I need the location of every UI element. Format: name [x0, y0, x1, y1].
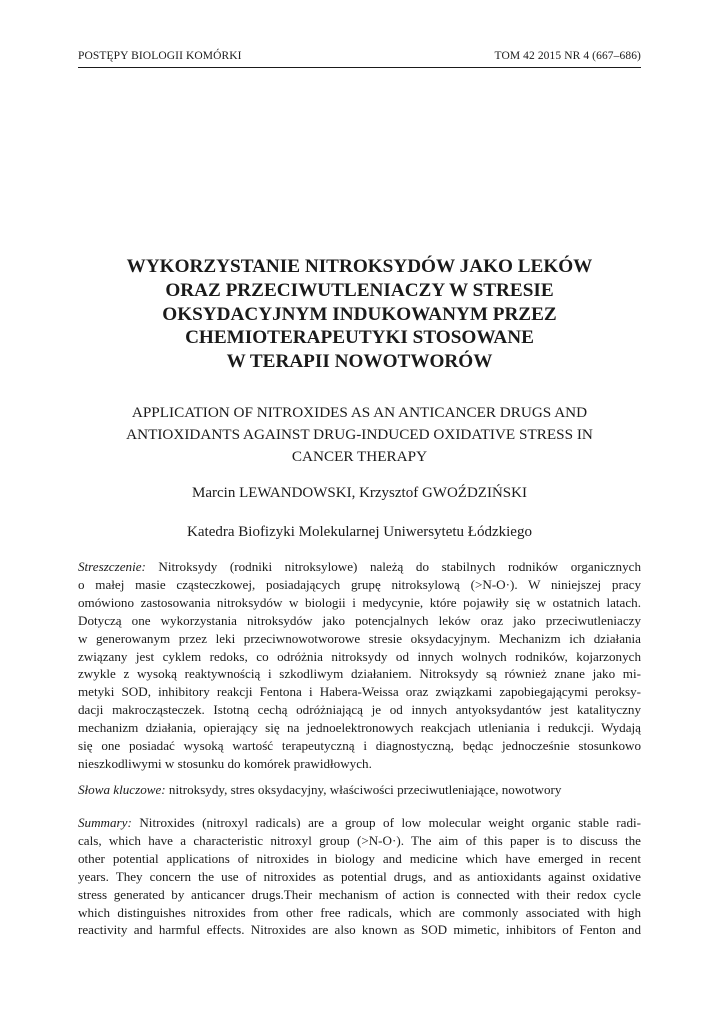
abstract-line: mechanizm działania, opierający się na jednoelektronowych reakcjach utleniania i redukcji. Wydają: [78, 720, 641, 736]
title-polish: [78, 255, 641, 374]
title-polish-line: WYKORZYSTANIE NITROKSYDÓW JAKO LEKÓW: [126, 256, 593, 277]
summary-line: other potential applications of nitroxides in biology and medicine which have emerged in recent: [78, 850, 641, 866]
abstract-line: związany jest cyklem redoks, co odróżnia nitroksydy od innych wolnych rodników, kojarzonych: [78, 648, 641, 664]
abstract-line: się one posiadać wysoką wartość terapeutyczną i diagnostyczną, będąc jednocześnie stosunkowo: [78, 738, 641, 754]
abstract-line: o małej masie cząsteczkowej, posiadających grupę nitroksylową (>N-O·). W niniejszej pracy: [78, 576, 641, 592]
title-polish-line: CHEMIOTERAPEUTYKI STOSOWANE: [185, 327, 534, 349]
authors: Marcin LEWANDOWSKI, Krzysztof GWOŹDZIŃSKI: [192, 485, 527, 501]
summary-line: stress generated by anticancer drugs.Their mechanism of action is connected with their redox cycle: [78, 886, 641, 902]
abstract-line: w generowanym przez leki przeciwnowotworowe stresie oksydacyjnym. Mechanizm ich działania: [78, 630, 641, 646]
summary-line: reactivity and harmful effects. Nitroxides are also known as SOD mimetic, inhibitors of Fenton and: [78, 922, 641, 938]
abstract-english: [78, 814, 641, 939]
summary-label: Summary:: [78, 815, 132, 830]
abstract-line: Dotyczą one wykorzystania nitroksydów jako potencjalnych leków oraz jako przeciwutleniaczy: [78, 612, 641, 628]
keywords: [78, 781, 641, 799]
keywords-text: nitroksydy, stres oksydacyjny, właściwości przeciwutleniające, nowotwory: [165, 782, 562, 797]
summary-line: Summary: Nitroxides (nitroxyl radicals) are a group of low molecular weight organic stable radi-: [78, 815, 641, 830]
keywords-label: Słowa kluczowe:: [78, 782, 166, 797]
affiliation: Katedra Biofizyki Molekularnej Uniwersytetu Łódzkiego: [187, 524, 532, 540]
abstract-line: omówiono zastosowania nitroksydów w biologii i medycynie, które pojawiły się w ostatnich latach.: [78, 594, 641, 610]
title-polish-line: ORAZ PRZECIWUTLENIACZY W STRESIE: [165, 279, 554, 301]
abstract-line: zwykle z wysoką reaktywnością i szkodliwym działaniem. Nitroksydy są również znane jako mi-: [78, 666, 641, 682]
abstract-line: Streszczenie: Nitroksydy (rodniki nitroksylowe) należą do stabilnych rodników organicznych: [78, 559, 641, 574]
journal-name: POSTĘPY BIOLOGII KOMÓRKI: [78, 50, 242, 62]
title-english-line: CANCER THERAPY: [291, 448, 428, 465]
summary-line: which distinguishes nitroxides from other free radicals, which are commonly associated with high: [78, 904, 641, 920]
keywords-line: [78, 781, 641, 799]
title-english-line: APPLICATION OF NITROXIDES AS AN ANTICANCER DRUGS AND: [131, 404, 588, 421]
summary-line: years. They concern the use of nitroxides as potential drugs, and as antioxidants against oxidative: [78, 868, 641, 884]
title-english-line: ANTIOXIDANTS AGAINST DRUG-INDUCED OXIDATIVE STRESS IN: [126, 426, 593, 443]
abstract-line: metyki SOD, inhibitory reakcji Fentona i Habera-Weissa oraz związkami zapobiegającymi peroksy-: [78, 684, 641, 700]
abstract-line: nieszkodliwymi w stosunku do komórek prawidłowych.: [78, 755, 372, 771]
title-polish-line: W TERAPII NOWOTWORÓW: [226, 351, 493, 373]
title-polish-line: OKSYDACYJNYM INDUKOWANYM PRZEZ: [162, 303, 557, 325]
summary-line: cals, which have a characteristic nitroxyl group (>N-O·). The aim of this paper is to discuss the: [78, 832, 641, 848]
abstract-label: Streszczenie:: [78, 559, 146, 574]
abstract-polish: [78, 558, 641, 773]
title-english: [78, 402, 641, 468]
running-header: [78, 50, 641, 68]
issue-info: TOM 42 2015 NR 4 (667–686): [494, 50, 641, 62]
abstract-line: dacji makrocząsteczek. Istotną cechą odróżniającą je od innych antyoksydantów jest katalityczny: [78, 702, 641, 718]
